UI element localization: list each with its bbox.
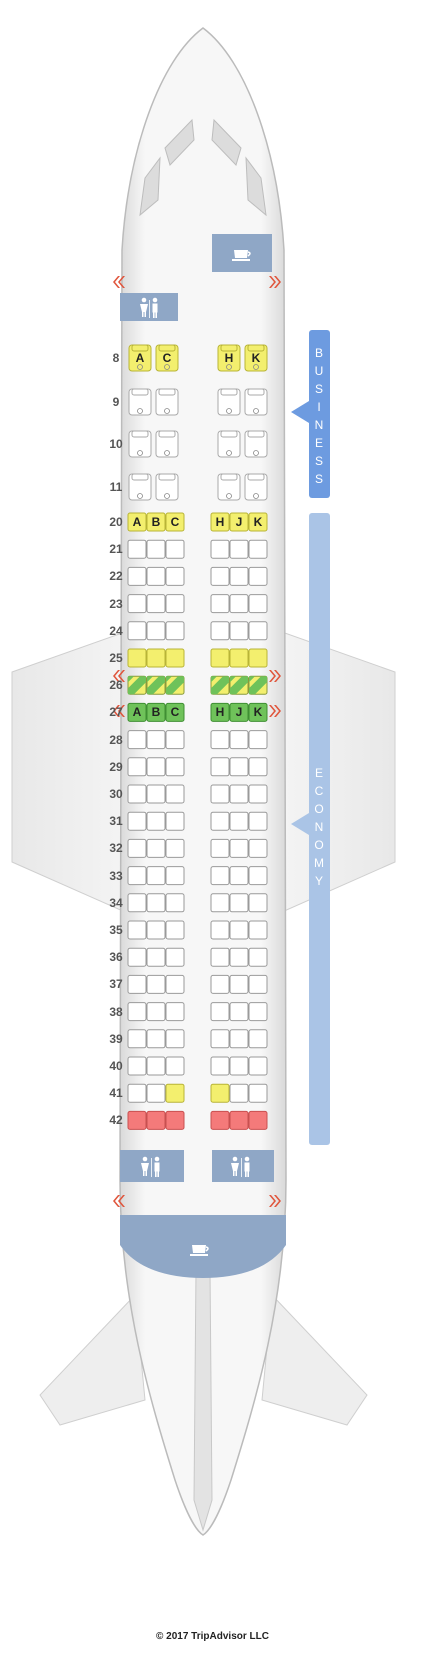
economy-seat[interactable]: [249, 540, 267, 558]
seat-letter: C: [170, 515, 180, 529]
economy-seat[interactable]: [230, 622, 248, 640]
row-number: 41: [109, 1086, 123, 1101]
economy-seat[interactable]: [211, 1057, 229, 1075]
economy-seat[interactable]: [166, 1084, 184, 1102]
economy-seat[interactable]: [166, 1003, 184, 1021]
rear-lavatory-left: [120, 1150, 184, 1182]
economy-seat[interactable]: [211, 867, 229, 885]
economy-seat[interactable]: [147, 649, 165, 667]
row-number: 10: [109, 437, 123, 451]
economy-seat[interactable]: [211, 894, 229, 912]
seat-letter: A: [132, 705, 142, 720]
business-label-letter: B: [314, 346, 323, 360]
economy-label-letter: O: [314, 802, 324, 816]
row-number: 8: [112, 351, 120, 365]
business-label-letter: S: [314, 454, 323, 468]
economy-seat[interactable]: [166, 1057, 184, 1075]
economy-seat[interactable]: [230, 839, 248, 857]
economy-seat[interactable]: [249, 948, 267, 966]
economy-seat[interactable]: [230, 1111, 248, 1129]
business-seat[interactable]: [245, 389, 267, 415]
economy-seat[interactable]: [249, 894, 267, 912]
economy-seat[interactable]: [166, 567, 184, 585]
economy-seat[interactable]: [166, 839, 184, 857]
row-number: 29: [109, 759, 123, 774]
business-seat[interactable]: [129, 431, 151, 457]
economy-seat[interactable]: [147, 785, 165, 803]
economy-seat[interactable]: [166, 975, 184, 993]
economy-seat[interactable]: [147, 676, 165, 694]
row-number: 28: [109, 732, 123, 747]
economy-seat[interactable]: [211, 921, 229, 939]
row-number: 37: [109, 977, 123, 992]
economy-seat[interactable]: [230, 948, 248, 966]
row-number: 35: [109, 923, 123, 937]
economy-seat[interactable]: [230, 975, 248, 993]
economy-label-letter: N: [314, 820, 324, 834]
seat-letter: B: [151, 705, 161, 720]
seat-letter: K: [253, 515, 263, 529]
row-number: 34: [109, 895, 123, 910]
row-number: 24: [109, 623, 123, 638]
economy-seat[interactable]: [147, 894, 165, 912]
economy-seat[interactable]: [249, 921, 267, 939]
row-number: 21: [109, 542, 123, 557]
coffee-cup-icon: [232, 250, 250, 261]
business-label-letter: I: [317, 400, 321, 414]
business-seat[interactable]: [156, 389, 178, 415]
seat-letter: C: [162, 351, 172, 365]
business-seat[interactable]: [156, 474, 178, 500]
economy-seat[interactable]: [166, 595, 184, 613]
business-seat[interactable]: [156, 431, 178, 457]
row-number: 27: [109, 705, 123, 720]
economy-seat[interactable]: [147, 1057, 165, 1075]
economy-seat[interactable]: [230, 921, 248, 939]
economy-seat[interactable]: [211, 540, 229, 558]
economy-seat[interactable]: [249, 649, 267, 667]
economy-seat[interactable]: [211, 1111, 229, 1129]
economy-seat[interactable]: [249, 622, 267, 640]
economy-seat[interactable]: [230, 894, 248, 912]
row-number: 31: [109, 814, 123, 829]
economy-seat[interactable]: [230, 812, 248, 830]
economy-seat[interactable]: [147, 1084, 165, 1102]
row-number: 40: [109, 1059, 123, 1073]
economy-seat[interactable]: [147, 1111, 165, 1129]
economy-seat[interactable]: [166, 1030, 184, 1048]
economy-seat[interactable]: [230, 1057, 248, 1075]
business-seat[interactable]: [218, 474, 240, 500]
vertical-tail: [194, 1270, 212, 1530]
economy-seat[interactable]: [211, 595, 229, 613]
economy-seat[interactable]: [249, 676, 267, 694]
economy-seat[interactable]: [230, 731, 248, 749]
economy-seat[interactable]: [230, 785, 248, 803]
business-seat[interactable]: [218, 431, 240, 457]
business-seat[interactable]: [245, 474, 267, 500]
economy-seat[interactable]: [249, 731, 267, 749]
economy-seat[interactable]: [249, 567, 267, 585]
economy-label-letter: O: [314, 838, 324, 852]
economy-seat[interactable]: [147, 622, 165, 640]
economy-seat[interactable]: [249, 812, 267, 830]
economy-seat[interactable]: [211, 1003, 229, 1021]
row-number: 42: [109, 1113, 123, 1128]
business-label-letter: S: [314, 382, 323, 396]
economy-seat[interactable]: [147, 975, 165, 993]
seat-letter: C: [170, 705, 180, 720]
economy-seat[interactable]: [211, 622, 229, 640]
economy-seat[interactable]: [166, 1111, 184, 1129]
copyright: © 2017 TripAdvisor LLC: [156, 1631, 269, 1642]
economy-seat[interactable]: [249, 1003, 267, 1021]
left-stabilizer: [40, 1295, 145, 1425]
business-label-letter: S: [314, 472, 323, 486]
row-number: 30: [109, 787, 123, 801]
economy-seat[interactable]: [166, 622, 184, 640]
economy-seat[interactable]: [230, 1003, 248, 1021]
seat-letter: A: [132, 515, 142, 529]
economy-label-letter: M: [314, 856, 324, 870]
economy-seat[interactable]: [166, 758, 184, 776]
row-number: 32: [109, 841, 123, 856]
economy-seat[interactable]: [249, 867, 267, 885]
row-number: 33: [109, 868, 123, 883]
economy-seat[interactable]: [249, 595, 267, 613]
economy-seat[interactable]: [166, 649, 184, 667]
economy-seat[interactable]: [230, 758, 248, 776]
row-number: 25: [109, 651, 123, 665]
economy-label-letter: C: [314, 784, 324, 798]
economy-seat[interactable]: [166, 676, 184, 694]
economy-seat[interactable]: [166, 785, 184, 803]
economy-seat[interactable]: [211, 839, 229, 857]
economy-seat[interactable]: [249, 1057, 267, 1075]
economy-seat[interactable]: [230, 649, 248, 667]
economy-seat[interactable]: [166, 812, 184, 830]
economy-seat[interactable]: [147, 948, 165, 966]
economy-seat[interactable]: [147, 731, 165, 749]
economy-label-letter: E: [314, 766, 323, 780]
economy-seat[interactable]: [147, 758, 165, 776]
economy-seat[interactable]: [211, 676, 229, 694]
economy-seat[interactable]: [166, 894, 184, 912]
seat-letter: J: [235, 705, 243, 720]
economy-seat[interactable]: [230, 540, 248, 558]
row-number: 22: [109, 569, 123, 584]
business-seat[interactable]: [129, 474, 151, 500]
right-wing: [282, 632, 395, 912]
seat-letter: A: [135, 351, 145, 365]
business-label-letter: U: [314, 364, 324, 378]
economy-seat[interactable]: [249, 758, 267, 776]
row-number: 9: [112, 395, 120, 409]
economy-seat[interactable]: [147, 812, 165, 830]
economy-seat[interactable]: [249, 839, 267, 857]
coffee-cup-icon: [190, 1245, 208, 1256]
economy-seat[interactable]: [211, 567, 229, 585]
business-label-letter: E: [314, 436, 323, 450]
economy-seat[interactable]: [230, 676, 248, 694]
economy-seat[interactable]: [147, 567, 165, 585]
economy-seat[interactable]: [211, 948, 229, 966]
economy-seat[interactable]: [211, 975, 229, 993]
economy-seat[interactable]: [166, 948, 184, 966]
economy-seat[interactable]: [147, 540, 165, 558]
economy-seat[interactable]: [211, 785, 229, 803]
rear-lavatory-right: [212, 1150, 274, 1182]
row-number: 39: [109, 1031, 123, 1046]
row-number: 20: [109, 515, 123, 529]
seat-letter: K: [253, 705, 263, 720]
economy-seat[interactable]: [211, 649, 229, 667]
economy-seat[interactable]: [147, 839, 165, 857]
economy-seat[interactable]: [230, 567, 248, 585]
seat-letter: J: [235, 515, 243, 529]
business-pointer: [291, 401, 309, 423]
economy-label-letter: Y: [314, 874, 323, 888]
economy-seat[interactable]: [166, 540, 184, 558]
economy-seat[interactable]: [230, 1084, 248, 1102]
economy-seat[interactable]: [211, 758, 229, 776]
economy-seat[interactable]: [211, 731, 229, 749]
economy-seat[interactable]: [249, 785, 267, 803]
economy-seat[interactable]: [230, 595, 248, 613]
row-number: 36: [109, 950, 123, 965]
right-stabilizer: [262, 1295, 367, 1425]
economy-seat[interactable]: [147, 1030, 165, 1048]
economy-seat[interactable]: [166, 731, 184, 749]
economy-seat[interactable]: [249, 1084, 267, 1102]
economy-seat[interactable]: [147, 1003, 165, 1021]
economy-seat[interactable]: [211, 1030, 229, 1048]
economy-seat[interactable]: [249, 1111, 267, 1129]
row-number: 38: [109, 1004, 123, 1019]
economy-seat[interactable]: [166, 921, 184, 939]
business-label-letter: N: [314, 418, 324, 432]
row-number: 11: [109, 480, 123, 494]
economy-seat[interactable]: [211, 812, 229, 830]
row-number: 23: [109, 596, 123, 611]
seat-letter: K: [251, 351, 261, 365]
row-number: 26: [109, 678, 123, 693]
seat-letter: H: [224, 351, 234, 365]
economy-seat[interactable]: [211, 1084, 229, 1102]
economy-seat[interactable]: [230, 867, 248, 885]
seat-letter: H: [215, 705, 225, 720]
business-seat[interactable]: [218, 389, 240, 415]
economy-seat[interactable]: [249, 975, 267, 993]
economy-seat[interactable]: [147, 921, 165, 939]
economy-seat[interactable]: [147, 595, 165, 613]
business-seat[interactable]: [129, 389, 151, 415]
economy-seat[interactable]: [249, 1030, 267, 1048]
economy-seat[interactable]: [230, 1030, 248, 1048]
economy-seat[interactable]: [147, 867, 165, 885]
business-seat[interactable]: [245, 431, 267, 457]
seat-letter: B: [151, 515, 161, 529]
seat-letter: H: [215, 515, 225, 529]
economy-seat[interactable]: [166, 867, 184, 885]
